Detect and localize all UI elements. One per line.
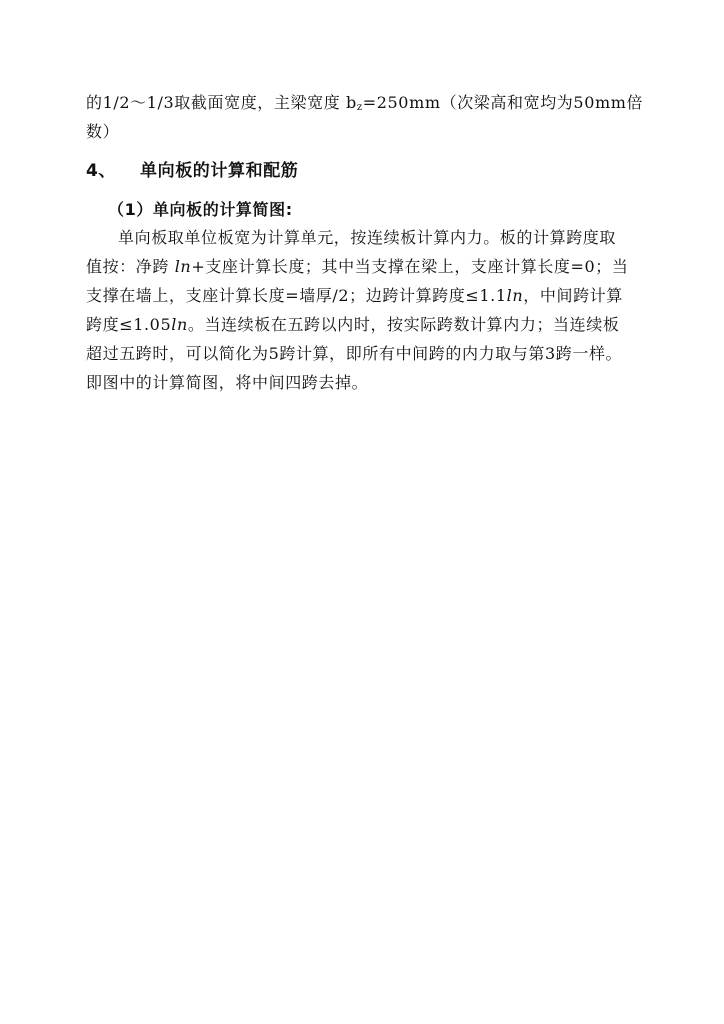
body-line xyxy=(86,257,646,277)
subscript-text: z xyxy=(356,102,363,113)
text-span: =250mm（次梁高和宽均为50mm倍 xyxy=(362,93,644,112)
italic-symbol: ln xyxy=(174,257,192,276)
text-span: 的1/2～1/3取截面宽度，主梁宽度 b xyxy=(86,93,357,112)
text-span: +支座计算长度；其中当支撑在梁上，支座计算长度=0；当 xyxy=(191,257,629,276)
text-span: 数） xyxy=(86,122,120,141)
text-span: 单向板取单位板宽为计算单元，按连续板计算内力。板的计算跨度取 xyxy=(118,228,617,247)
section-heading xyxy=(86,161,646,181)
section-title: 单向板的计算和配筋 xyxy=(140,161,299,181)
body-line xyxy=(86,344,646,364)
body-line xyxy=(86,286,646,306)
paragraph-line xyxy=(86,122,646,142)
text-span: 即图中的计算简图，将中间四跨去掉。 xyxy=(86,373,369,392)
section-number: 4、 xyxy=(86,161,117,181)
body-line xyxy=(86,315,646,335)
italic-symbol: ln xyxy=(506,286,524,305)
subsection-heading xyxy=(108,200,668,220)
subsection-title: （1）单向板的计算简图: xyxy=(108,200,293,219)
text-span: 支撑在墙上，支座计算长度=墙厚/2；边跨计算跨度≤1.1 xyxy=(86,286,507,305)
text-span: 跨度≤1.05 xyxy=(86,315,172,334)
body-line xyxy=(118,228,678,248)
body-line xyxy=(86,373,646,393)
italic-symbol: ln xyxy=(171,315,188,334)
text-span: 超过五跨时，可以简化为5跨计算，即所有中间跨的内力取与第3跨一样。 xyxy=(86,344,623,363)
text-span: 。当连续板在五跨以内时，按实际跨数计算内力；当连续板 xyxy=(187,315,620,334)
paragraph-line xyxy=(86,93,646,118)
text-span: 值按：净跨 xyxy=(86,257,175,276)
text-span: ，中间跨计算 xyxy=(523,286,623,305)
